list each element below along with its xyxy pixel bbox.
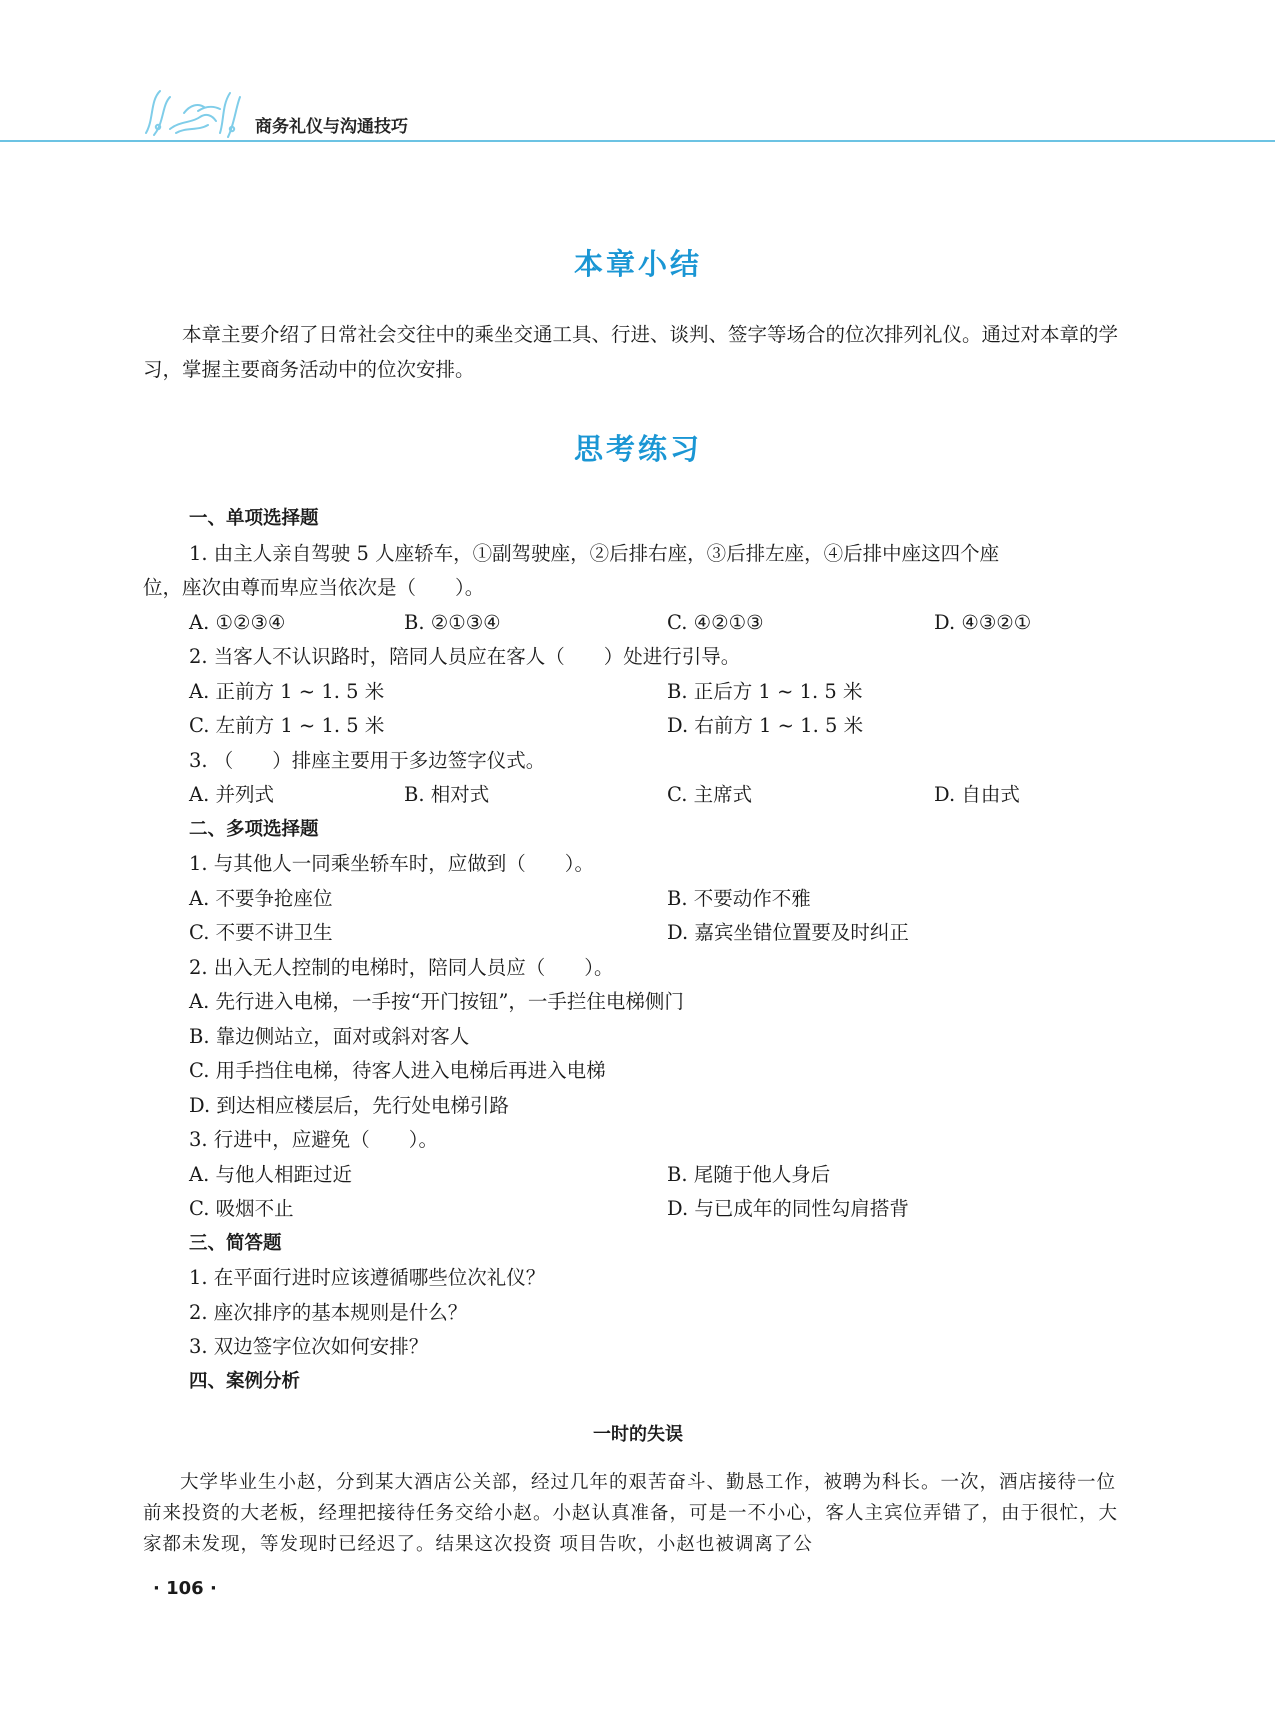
multi-q3: 3. 行进中，应避免（ ）。: [189, 1128, 439, 1151]
exercises-heading: 思考练习: [573, 432, 702, 466]
short-q3: 3. 双边签字位次如何安排？: [189, 1335, 429, 1358]
option-a: A. 并列式: [189, 783, 274, 806]
section-single-choice: 一、单项选择题: [189, 508, 319, 529]
single-q3: 3. （ ）排座主要用于多边签字仪式。: [189, 749, 546, 772]
option-a: A. 正前方 1 ~ 1. 5 米: [189, 680, 385, 703]
option-c: C. 主席式: [667, 783, 753, 806]
multi-q2-option-d: D. 到达相应楼层后，先行处电梯引路: [189, 1094, 509, 1117]
option-d: D. 自由式: [934, 783, 1020, 806]
case-text: 大学毕业生小赵，分到某大酒店公关部，经过几年的艰苦奋斗、勤恳工作，被聘为科长。一次，酒店接待一位前来投资的大老板，经理把接待任务交给小赵。小赵认真准备，可是一不小心，客人主宾位弄错了，由于很忙，大家都未发现，等发现时已经迟了。结果这次投资 项目告吹，小赵也被调离了公: [143, 1472, 1119, 1555]
option-b: B. 不要动作不雅: [667, 887, 811, 910]
page-header: [0, 0, 1275, 145]
option-d: D. 嘉宾坐错位置要及时纠正: [667, 921, 909, 944]
section-multi-choice: 二、多项选择题: [189, 819, 319, 840]
option-c: C. 不要不讲卫生: [189, 921, 333, 944]
book-title: 商务礼仪与沟通技巧: [255, 117, 408, 137]
option-b: B. ②①③④: [404, 611, 501, 634]
handshake-logo-icon: [140, 83, 245, 141]
section-short-answer: 三、简答题: [189, 1233, 282, 1254]
header-divider: [0, 140, 1275, 142]
option-b: B. 相对式: [404, 783, 490, 806]
option-c: C. 左前方 1 ~ 1. 5 米: [189, 714, 385, 737]
short-q2: 2. 座次排序的基本规则是什么？: [189, 1301, 468, 1324]
option-a: A. ①②③④: [189, 611, 286, 634]
option-a: A. 与他人相距过近: [189, 1163, 352, 1186]
multi-q2-option-c: C. 用手挡住电梯，待客人进入电梯后再进入电梯: [189, 1059, 606, 1082]
summary-text: 本章主要介绍了日常社会交往中的乘坐交通工具、行进、谈判、签字等场合的位次排列礼仪。通过对本章的学习，掌握主要商务活动中的位次安排。: [143, 323, 1119, 381]
option-b: B. 正后方 1 ~ 1. 5 米: [667, 680, 863, 703]
page-number: · 106 ·: [153, 1578, 217, 1599]
case-title: 一时的失误: [593, 1424, 683, 1445]
single-q2: 2. 当客人不认识路时，陪同人员应在客人（ ）处进行引导。: [189, 645, 741, 668]
option-d: D. ④③②①: [934, 611, 1032, 634]
option-b: B. 尾随于他人身后: [667, 1163, 831, 1186]
summary-heading: 本章小结: [573, 247, 702, 281]
single-q1-line2: 位，座次由尊而卑应当依次是（ ）。: [143, 576, 485, 599]
option-c: C. ④②①③: [667, 611, 764, 634]
option-c: C. 吸烟不止: [189, 1197, 294, 1220]
multi-q1: 1. 与其他人一同乘坐轿车时，应做到（ ）。: [189, 852, 595, 875]
option-d: D. 与已成年的同性勾肩搭背: [667, 1197, 909, 1220]
option-a: A. 不要争抢座位: [189, 887, 333, 910]
multi-q2-option-a: A. 先行进入电梯，一手按“开门按钮”，一手拦住电梯侧门: [189, 990, 684, 1013]
option-d: D. 右前方 1 ~ 1. 5 米: [667, 714, 864, 737]
multi-q2: 2. 出入无人控制的电梯时，陪同人员应（ ）。: [189, 956, 614, 979]
short-q1: 1. 在平面行进时应该遵循哪些位次礼仪？: [189, 1266, 546, 1289]
multi-q2-option-b: B. 靠边侧站立，面对或斜对客人: [189, 1025, 470, 1048]
single-q1-line1: 1. 由主人亲自驾驶 5 人座轿车，①副驾驶座，②后排右座，③后排左座，④后排中座这四个座: [189, 542, 1000, 565]
section-case-analysis: 四、案例分析: [189, 1371, 301, 1392]
